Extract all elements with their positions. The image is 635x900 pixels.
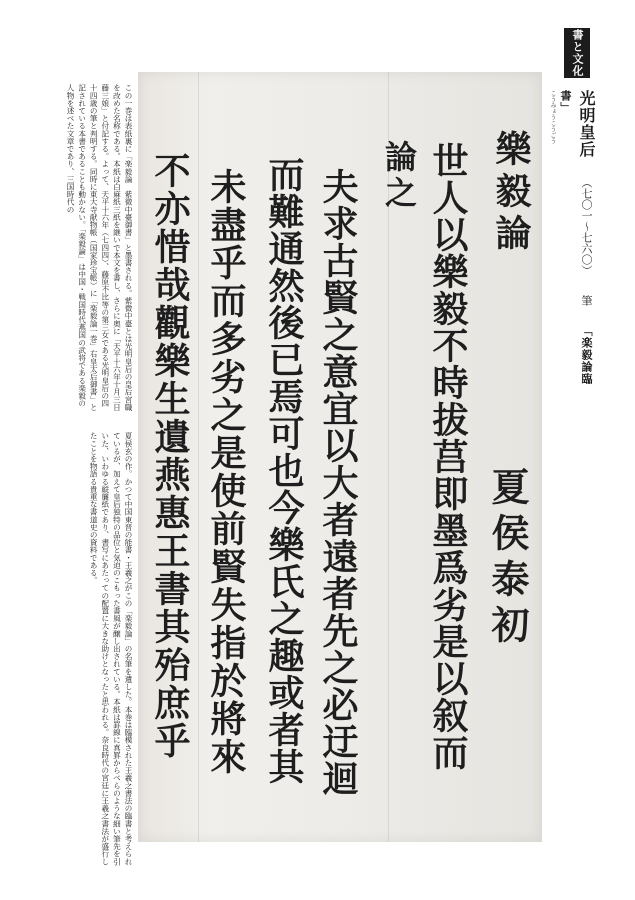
- work-title: 「楽毅論臨書」: [559, 90, 593, 385]
- manuscript-column: 論之: [380, 140, 418, 212]
- manuscript-title: 樂毅論: [490, 130, 532, 256]
- manuscript-image: [138, 72, 542, 842]
- category-tab: 書と文化: [564, 28, 590, 78]
- commentary-upper: この一巻は表紙裏に「楽毅論 紫微中臺御書」と墨書される。紫微中臺とは光明皇后の皇后宮職を改めた名称である。本紙は白麻紙三紙を継いで本文を書し、さらに奥に「天平十六年十月三日 藤三娘」と付記する。よって、天平十六年（七四四）、藤原不比等の第三女である光明皇后の四十四歳の筆と判明する。同時に東大寺献物帳（国家珍宝帳）に「楽毅論一巻」右皇太后御書」と記されている本書であることも動かない。「楽毅論」は中国・戦国時代燕国の武将である楽毅の人物を述べた文章であり、三国時代の: [66, 84, 133, 419]
- manuscript-author: 夏侯泰初: [485, 467, 530, 651]
- author-dates: （七〇一〜七六〇）: [580, 177, 593, 276]
- author-name: 光明皇后: [577, 90, 596, 158]
- brush-label: 筆: [580, 295, 593, 306]
- manuscript-column: 世人以樂毅不時拔莒即墨爲劣是以叙而: [427, 142, 469, 771]
- manuscript-column: 未盡乎而多劣之是使前賢失指於將來: [205, 168, 247, 776]
- page-title: [556, 90, 598, 390]
- commentary-lower: 夏侯玄の作。かつて中国東晋の能書・王羲之がこの「楽毅論」の名筆を遺した。本巻は臨模された王羲之書法の臨書と考えられているが、加えて皇后独特の品位と気迫のこもった書風が醸し出されている。本紙は罫線に真罫からべらのような細い筆先を引いた、いわゆる縦簾紙であり、書写にあたっての配置に大きな助けとなったと思われる。奈良時代の宮廷に王羲之書法が盛行したことを物語る貴重な書道史の資料である。: [89, 432, 133, 866]
- manuscript-column: 不亦惜哉觀樂生遺燕惠王書其殆庶乎: [149, 152, 191, 760]
- manuscript-column: 夫求古賢之意宜以大者遠者先之必迂迴: [317, 168, 359, 797]
- manuscript-column: 而難通然後已焉可也今樂氏之趣或者其: [263, 156, 305, 785]
- author-reading: こうみょうこうごう: [549, 90, 556, 144]
